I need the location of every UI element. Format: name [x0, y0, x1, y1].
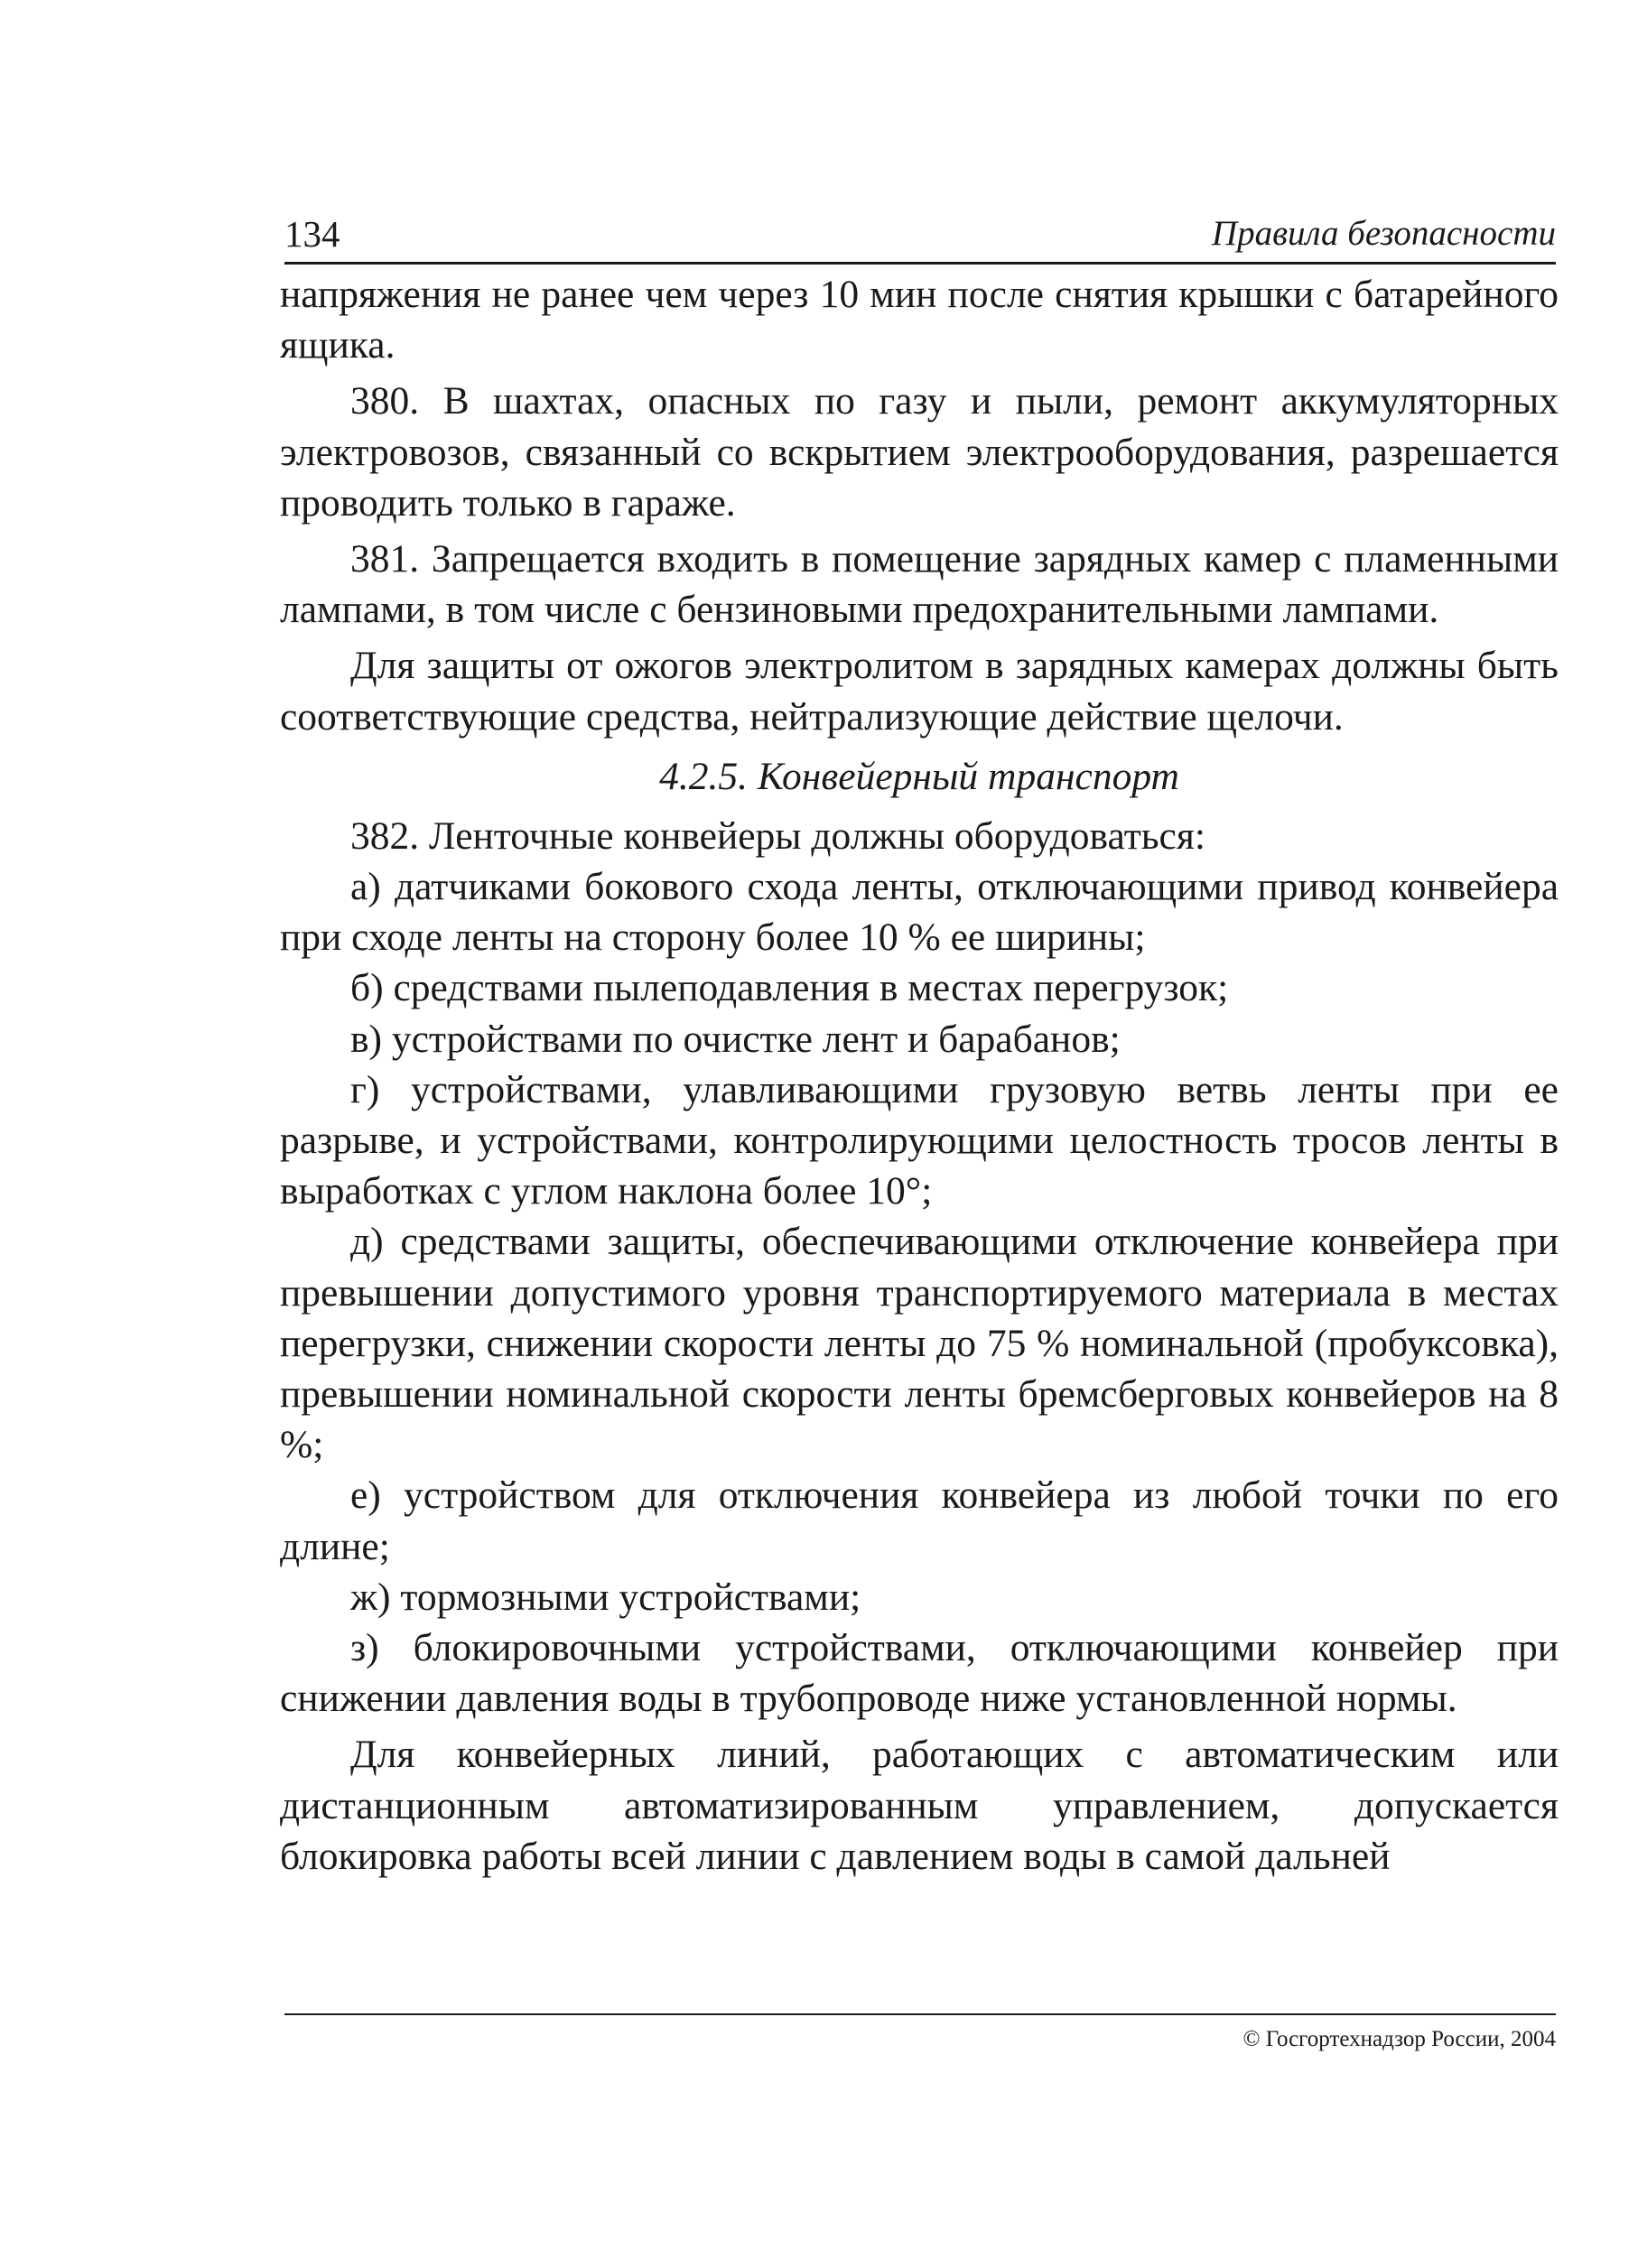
list-item-b: б) средствами пылеподавления в местах перегрузок; [350, 966, 1229, 1010]
running-title: Правила безопасности [1211, 214, 1556, 253]
page-footer [284, 2013, 1556, 2055]
list-item-a: а) датчиками бокового схода ленты, отключающими привод конвейера при сходе ленты на сторону более 10 % ее ширины; [280, 865, 1559, 960]
page-number: 134 [284, 213, 340, 255]
paragraph-continuation: напряжения не ранее чем через 10 мин после снятия крышки с батарейного ящика. [280, 273, 1559, 367]
list-item-g: г) устройствами, улавливающими грузовую ветвь ленты при ее разрыве, и устройствами, контролирующими целостность тросов ленты в выработках с углом наклона более 10°; [280, 1067, 1559, 1213]
paragraph-381: 381. Запрещается входить в помещение зарядных камер с пламенными лампами, в том числе с бензиновыми предохранительными лампами. [280, 537, 1559, 632]
copyright-notice: © Госгортехнадзор России, 2004 [1242, 2027, 1556, 2051]
paragraph-electrolyte-protection: Для защиты от ожогов электролитом в зарядных камерах должны быть соответствующие средства, нейтрализующие действие щелочи. [280, 644, 1559, 739]
section-heading: 4.2.5. Конвейерный транспорт [659, 754, 1179, 798]
paragraph-382: 382. Ленточные конвейеры должны оборудоваться: [350, 813, 1205, 858]
paragraph-conveyor-lines: Для конвейерных линий, работающих с автоматическим или дистанционным автоматизированным управлением, допускается блокировка работы всей линии с давлением воды в самой дальней [280, 1733, 1559, 1878]
list-item-d: д) средствами защиты, обеспечивающими отключение конвейера при превышении допустимого уровня транспортируемого материала в местах перегрузки, снижении скорости ленты до 75 % номинальной (пробуксовка), превышении номинальной скорости ленты бремсберговых конвейеров на 8 %; [280, 1220, 1559, 1467]
page-header [284, 209, 1556, 265]
list-item-v: в) устройствами по очистке лент и барабанов; [350, 1017, 1121, 1061]
paragraph-380: 380. В шахтах, опасных по газу и пыли, ремонт аккумуляторных электровозов, связанный со вскрытием электрооборудования, разрешается проводить только в гараже. [280, 379, 1559, 525]
list-item-z: з) блокировочными устройствами, отключающими конвейер при снижении давления воды в трубопроводе ниже установленной нормы. [280, 1626, 1559, 1721]
list-item-e: е) устройством для отключения конвейера из любой точки по его длине; [280, 1473, 1559, 1568]
list-item-zh: ж) тормозными устройствами; [350, 1575, 861, 1619]
body-text [280, 269, 1559, 1882]
